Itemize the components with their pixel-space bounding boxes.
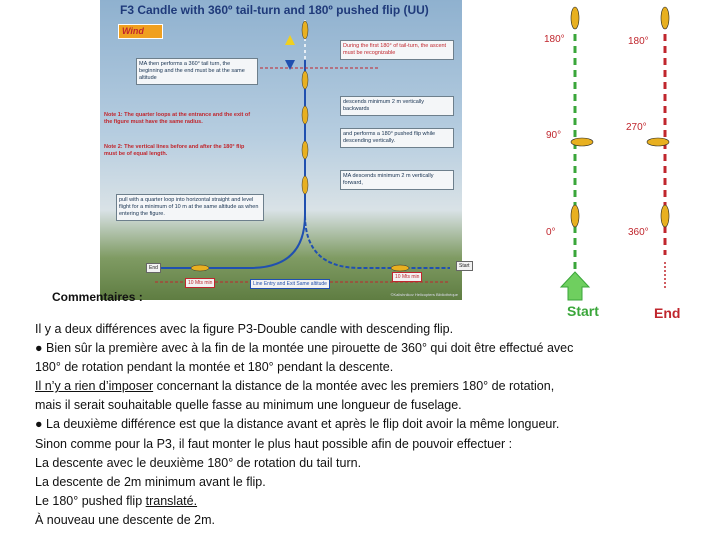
rotation-helicopters: [571, 7, 669, 227]
comments-body: [35, 320, 715, 530]
note-1: Note 1: The quarter loops at the entrance and the exit of the figure must have the same radius.: [104, 112, 251, 125]
heli-icon: [571, 138, 593, 146]
rotation-90: 90°: [546, 130, 562, 141]
heli-icon: [391, 265, 409, 271]
start-arrow-icon: [561, 272, 589, 300]
heli-icon: [571, 7, 579, 29]
note-ma-tail-turn: MA then performs a 360° tail turn, the beginning and the end must be at the same altitude: [136, 58, 258, 85]
emphasis-underline: translaté.: [145, 493, 198, 508]
note-descend-forward: MA descends minimum 2 m vertically forward,: [340, 170, 454, 190]
rotation-180-right: 180°: [628, 36, 649, 47]
min-distance-left-tag: 10 Mts min: [185, 278, 215, 288]
line-entry-exit-tag: Line Entry and Exit Same altitude: [250, 279, 330, 289]
heli-icon: [647, 138, 669, 146]
rotation-diagram: [520, 0, 720, 300]
heli-icon: [571, 205, 579, 227]
comment-line: ● Bien sûr la première avec à la fin de la montée une pirouette de 360° qui doit être effectué avec: [35, 341, 574, 356]
comment-text: Le 180° pushed flip: [35, 493, 146, 508]
heli-icon: [302, 106, 308, 124]
rotation-270: 270°: [626, 122, 647, 133]
emphasis-underline: Il n’y a rien d’imposer: [35, 379, 154, 394]
heli-icon: [191, 265, 209, 271]
copyright-notice: ©Kalishnikov Helicopters Bibliothèque: [390, 292, 458, 297]
heli-icon: [302, 141, 308, 159]
heli-icon: [661, 205, 669, 227]
comment-line: [35, 377, 715, 396]
diagram-title: F3 Candle with 360º tail-turn and 180º pushed flip (UU): [120, 3, 429, 17]
rotation-360: 360°: [628, 227, 649, 238]
start-tag: Start: [456, 261, 473, 271]
maneuver-diagram: [100, 0, 470, 300]
note-descend-backwards: descends minimum 2 m vertically backwards: [340, 96, 454, 116]
comment-line: À nouveau une descente de 2m.: [35, 512, 215, 527]
flight-path-down: [305, 60, 450, 268]
min-distance-right-tag: 10 Mts min: [392, 272, 422, 282]
end-tag: End: [146, 263, 161, 273]
wind-badge: Wind: [118, 24, 163, 39]
note-2: Note 2: The vertical lines before and after the 180° flip must be of equal length.: [104, 144, 245, 157]
comment-text: concernant la distance de la montée avec les premiers 180° de rotation,: [153, 379, 555, 394]
flight-path-up: [155, 60, 305, 268]
comments-heading: Commentaires :: [52, 290, 143, 304]
comment-line: La descente de 2m minimum avant le flip.: [35, 474, 266, 489]
start-label: Start: [567, 303, 599, 319]
comment-line: ● La deuxième différence est que la distance avant et après le flip doit avoir la même longueur.: [35, 417, 560, 432]
rotation-180-left: 180°: [544, 34, 565, 45]
comment-line: mais il serait souhaitable quelle fasse au minimum une longueur de fuselage.: [35, 398, 462, 413]
rotation-0: 0°: [546, 227, 556, 238]
arrow-up-icon: [285, 35, 295, 45]
note-pull-quarter-loop: pull with a quarter loop into horizontal straight and level flight for a minimum of 10 m at the same altitude as when entering the figure.: [116, 194, 264, 221]
heli-icon: [302, 21, 308, 39]
rotation-graphic: [520, 0, 720, 300]
comment-line: La descente avec le deuxième 180° de rotation du tail turn.: [35, 455, 362, 470]
comment-line: 180° de rotation pendant la montée et 180° pendant la descente.: [35, 360, 394, 375]
end-label: End: [654, 305, 681, 321]
note-pushed-flip: and performs a 180° pushed flip while descending vertically.: [340, 128, 454, 148]
note-first-180: During the first 180° of tail-turn, the ascent must be recognizable: [340, 40, 454, 60]
heli-icon: [302, 176, 308, 194]
comment-line: Sinon comme pour la P3, il faut monter le plus haut possible afin de pouvoir effectuer :: [35, 436, 513, 451]
comment-line: [35, 492, 715, 511]
heli-icon: [661, 7, 669, 29]
heli-icon: [302, 71, 308, 89]
comment-line: Il y a deux différences avec la figure P3-Double candle with descending flip.: [35, 322, 454, 336]
